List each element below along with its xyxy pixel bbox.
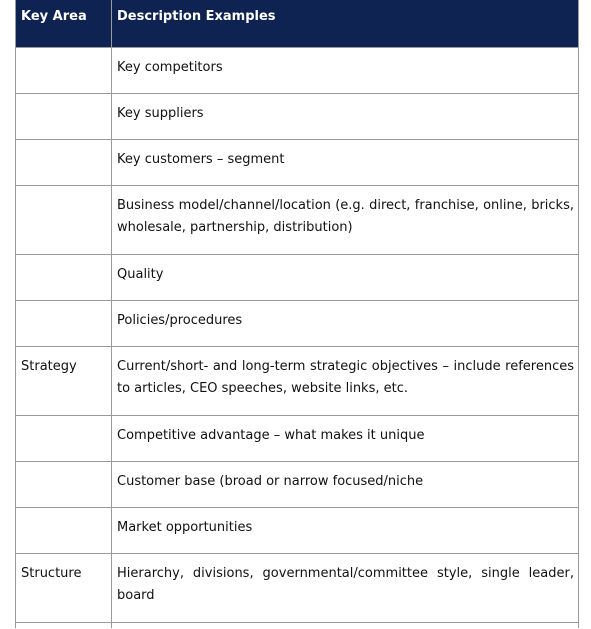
table-row [16,553,579,622]
description-cell-partial [112,622,579,628]
description-cell: Key competitors [112,47,579,93]
key-area-cell [16,47,112,93]
description-cell: Market opportunities [112,507,579,553]
key-area-cell [16,185,112,254]
header-key-area: Key Area [16,0,112,47]
table-row [16,254,579,300]
key-area-cell [16,93,112,139]
description-cell: Current/short- and long-term strategic objectives – include references to articles, CEO speeches, website links, etc. [112,346,579,415]
key-area-cell [16,254,112,300]
key-area-cell: Structure [16,553,112,622]
description-cell: Policies/procedures [112,300,579,346]
key-area-cell-partial [16,622,112,628]
description-cell: Key suppliers [112,93,579,139]
table-row [16,346,579,415]
table-row [16,139,579,185]
key-area-cell [16,461,112,507]
description-cell: Hierarchy, divisions, governmental/committee style, single leader, board [112,553,579,622]
description-cell: Business model/channel/location (e.g. direct, franchise, online, bricks, wholesale, partnership, distribution) [112,185,579,254]
description-cell: Quality [112,254,579,300]
key-area-cell [16,300,112,346]
table-row [16,93,579,139]
table-header-row [16,0,579,47]
table-row [16,300,579,346]
table-row [16,415,579,461]
header-description-examples: Description Examples [112,0,579,47]
table-row-partial [16,622,579,628]
table-row [16,185,579,254]
description-cell: Customer base (broad or narrow focused/niche [112,461,579,507]
description-cell: Competitive advantage – what makes it unique [112,415,579,461]
key-area-cell [16,139,112,185]
table-row [16,461,579,507]
key-area-cell [16,415,112,461]
table-row [16,47,579,93]
key-area-cell: Strategy [16,346,112,415]
key-area-cell [16,507,112,553]
description-cell: Key customers – segment [112,139,579,185]
key-area-table [15,0,579,628]
table-row [16,507,579,553]
key-area-table-container [15,0,578,628]
